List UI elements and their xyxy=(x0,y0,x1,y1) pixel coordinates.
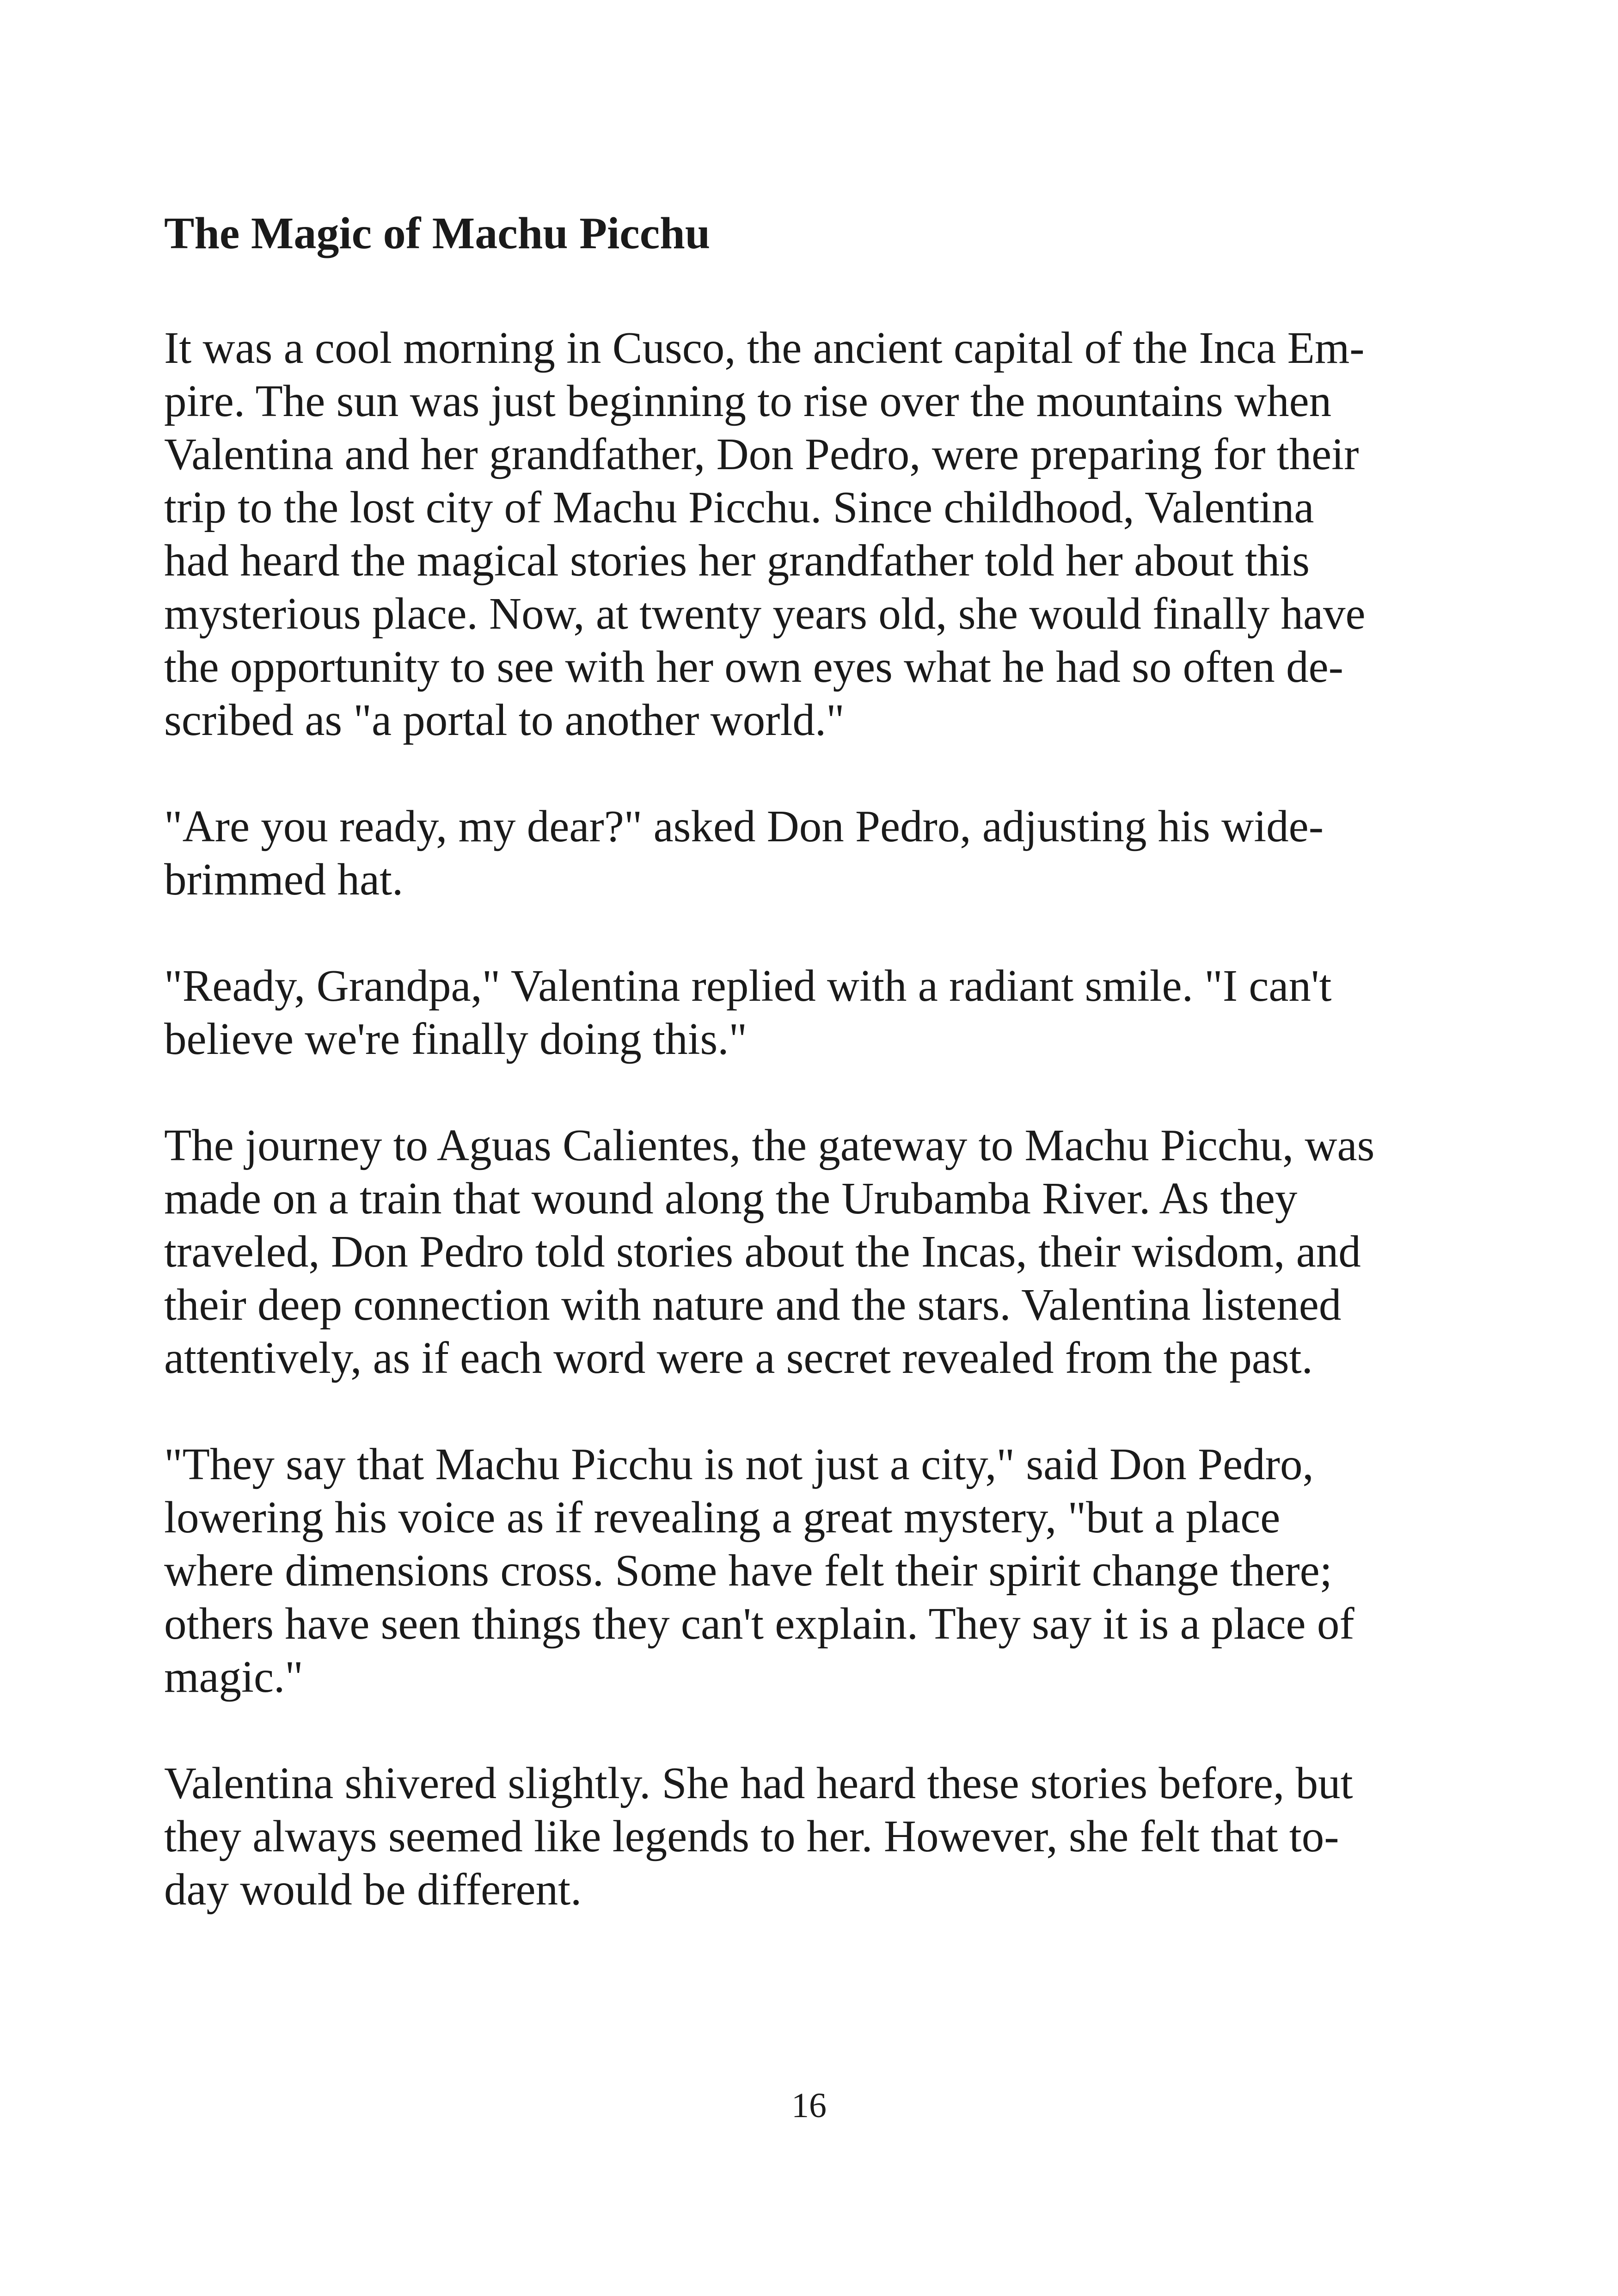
text-line: pire. The sun was just beginning to rise over the mountains when xyxy=(164,376,1332,426)
text-line: "Ready, Grandpa," Valentina replied with a radiant smile. "I can't xyxy=(164,961,1332,1010)
text-line: It was a cool morning in Cusco, the ancient capital of the Inca Em- xyxy=(164,323,1365,373)
paragraph-spacer xyxy=(164,747,1459,800)
paragraph-2 xyxy=(164,800,1459,906)
paragraph-spacer xyxy=(164,1384,1459,1438)
chapter-title: The Magic of Machu Picchu xyxy=(164,208,711,258)
text-line: scribed as "a portal to another world." xyxy=(164,695,845,745)
paragraph-spacer xyxy=(164,1065,1459,1119)
paragraph-5 xyxy=(164,1438,1459,1703)
page-number: 16 xyxy=(791,2086,827,2125)
text-line: others have seen things they can't explain. They say it is a place of xyxy=(164,1599,1354,1648)
paragraph-4 xyxy=(164,1119,1459,1384)
paragraph-spacer xyxy=(164,906,1459,959)
text-line: The journey to Aguas Calientes, the gateway to Machu Picchu, was xyxy=(164,1120,1375,1170)
text-line: made on a train that wound along the Urubamba River. As they xyxy=(164,1174,1298,1223)
paragraph-6 xyxy=(164,1757,1459,1916)
text-line: traveled, Don Pedro told stories about the Incas, their wisdom, and xyxy=(164,1227,1361,1276)
text-line: their deep connection with nature and the stars. Valentina listened xyxy=(164,1280,1342,1329)
text-line: Valentina shivered slightly. She had heard these stories before, but xyxy=(164,1758,1353,1808)
text-line: "They say that Machu Picchu is not just a city," said Don Pedro, xyxy=(164,1439,1314,1489)
text-line: trip to the lost city of Machu Picchu. Since childhood, Valentina xyxy=(164,483,1314,532)
text-line: brimmed hat. xyxy=(164,855,404,904)
title-spacer xyxy=(164,268,1459,321)
paragraph-3 xyxy=(164,959,1459,1065)
text-line: believe we're finally doing this." xyxy=(164,1014,748,1064)
paragraph-1 xyxy=(164,321,1459,747)
text-line: lowering his voice as if revealing a great mystery, "but a place xyxy=(164,1493,1281,1542)
text-block xyxy=(164,199,1459,1916)
text-line: Valentina and her grandfather, Don Pedro, were preparing for their xyxy=(164,429,1359,479)
text-line: attentively, as if each word were a secret revealed from the past. xyxy=(164,1333,1313,1383)
text-line: magic." xyxy=(164,1652,303,1702)
text-line: day would be different. xyxy=(164,1865,582,1914)
text-line: mysterious place. Now, at twenty years old, she would finally have xyxy=(164,589,1366,638)
text-line: where dimensions cross. Some have felt their spirit change there; xyxy=(164,1546,1332,1595)
text-line: the opportunity to see with her own eyes what he had so often de- xyxy=(164,642,1343,692)
paragraph-spacer xyxy=(164,1703,1459,1757)
text-line: "Are you ready, my dear?" asked Don Pedro, adjusting his wide- xyxy=(164,802,1324,851)
text-line: had heard the magical stories her grandfather told her about this xyxy=(164,536,1310,585)
text-line: they always seemed like legends to her. However, she felt that to- xyxy=(164,1812,1339,1861)
